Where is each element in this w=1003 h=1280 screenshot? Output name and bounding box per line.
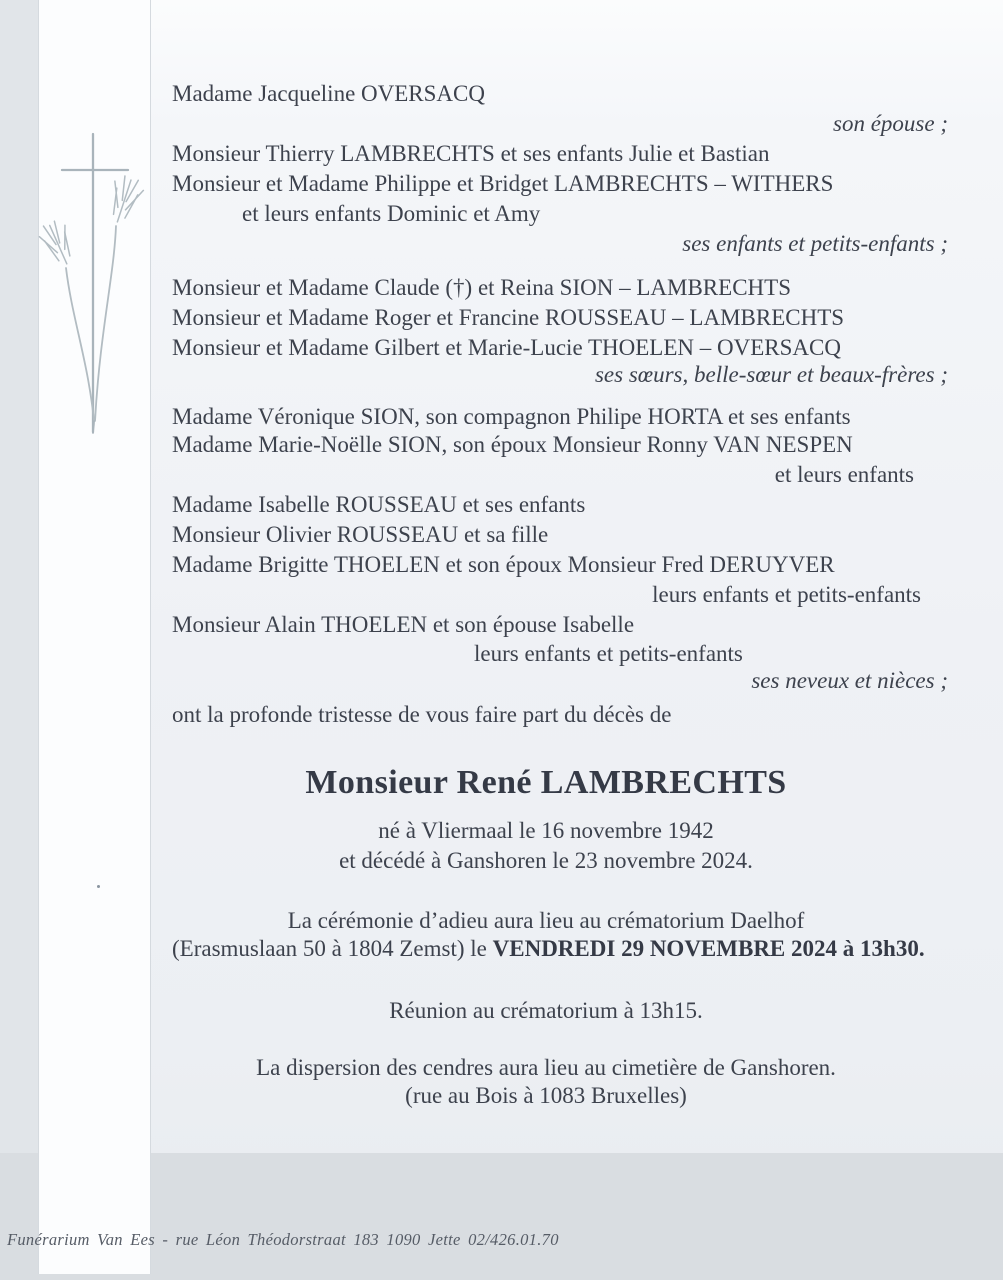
- wheat-stem-tail: [93, 421, 94, 433]
- family-line: Monsieur et Madame Roger et Francine ROUSSEAU – LAMBRECHTS: [172, 305, 845, 330]
- wheat-left-icon: [36, 218, 94, 421]
- ceremony-intro-line: La cérémonie d’adieu aura lieu au crématorium Daelhof: [287, 908, 805, 933]
- scan-speck: [97, 885, 100, 888]
- death-line: et décédé à Ganshoren le 23 novembre 2024.: [339, 848, 753, 873]
- relation-label: ses sœurs, belle-sœur et beaux-frères ;: [594, 362, 948, 387]
- relation-label: son épouse ;: [833, 111, 948, 136]
- announcement-phrase: ont la profonde tristesse de vous faire part du décès de: [172, 702, 672, 727]
- relation-label: ses neveux et nièces ;: [751, 668, 948, 693]
- cross-wheat-icon: [36, 126, 152, 438]
- deceased-name: Monsieur René LAMBRECHTS: [305, 764, 787, 801]
- family-line-continued: et leurs enfants: [774, 462, 914, 487]
- family-line: Madame Jacqueline OVERSACQ: [172, 81, 485, 106]
- family-line: Monsieur Alain THOELEN et son épouse Isabelle: [172, 612, 635, 637]
- announcement-body: [172, 0, 948, 1280]
- family-line: Monsieur et Madame Philippe et Bridget LAMBRECHTS – WITHERS: [172, 171, 834, 196]
- family-line: Madame Véronique SION, son compagnon Philipe HORTA et ses enfants: [172, 404, 851, 429]
- family-line: Monsieur Thierry LAMBRECHTS et ses enfants Julie et Bastian: [172, 141, 770, 166]
- funeral-home-footer: Funérarium Van Ees - rue Léon Théodorstraat 183 1090 Jette 02/426.01.70: [7, 1230, 559, 1249]
- dispersion-address-line: (rue au Bois à 1083 Bruxelles): [405, 1083, 687, 1108]
- ceremony-venue-prefix: (Erasmuslaan 50 à 1804 Zemst) le: [172, 936, 493, 961]
- family-line-continued: leurs enfants et petits-enfants: [474, 641, 743, 666]
- family-line: Madame Isabelle ROUSSEAU et ses enfants: [172, 492, 586, 517]
- relation-label: ses enfants et petits-enfants ;: [682, 231, 948, 256]
- dispersion-line: La dispersion des cendres aura lieu au cimetière de Ganshoren.: [256, 1055, 836, 1080]
- cross-icon: [62, 134, 128, 432]
- meeting-line: Réunion au crématorium à 13h15.: [389, 998, 703, 1023]
- family-line: Monsieur Olivier ROUSSEAU et sa fille: [172, 522, 549, 547]
- family-line: Madame Marie-Noëlle SION, son époux Monsieur Ronny VAN NESPEN: [172, 432, 853, 457]
- ceremony-datetime: VENDREDI 29 NOVEMBRE 2024 à 13h30.: [492, 936, 925, 961]
- family-line-continued: leurs enfants et petits-enfants: [652, 582, 921, 607]
- family-line: Madame Brigitte THOELEN et son époux Monsieur Fred DERUYVER: [172, 552, 835, 577]
- family-line-indented: et leurs enfants Dominic et Amy: [242, 201, 541, 226]
- wheat-right-icon: [95, 174, 146, 421]
- birth-line: né à Vliermaal le 16 novembre 1942: [378, 818, 714, 843]
- family-line: Monsieur et Madame Gilbert et Marie-Lucie THOELEN – OVERSACQ: [172, 335, 841, 360]
- scan-left-band: [0, 0, 38, 1153]
- family-line: Monsieur et Madame Claude (†) et Reina SION – LAMBRECHTS: [172, 275, 791, 300]
- ceremony-venue-line: [172, 934, 948, 964]
